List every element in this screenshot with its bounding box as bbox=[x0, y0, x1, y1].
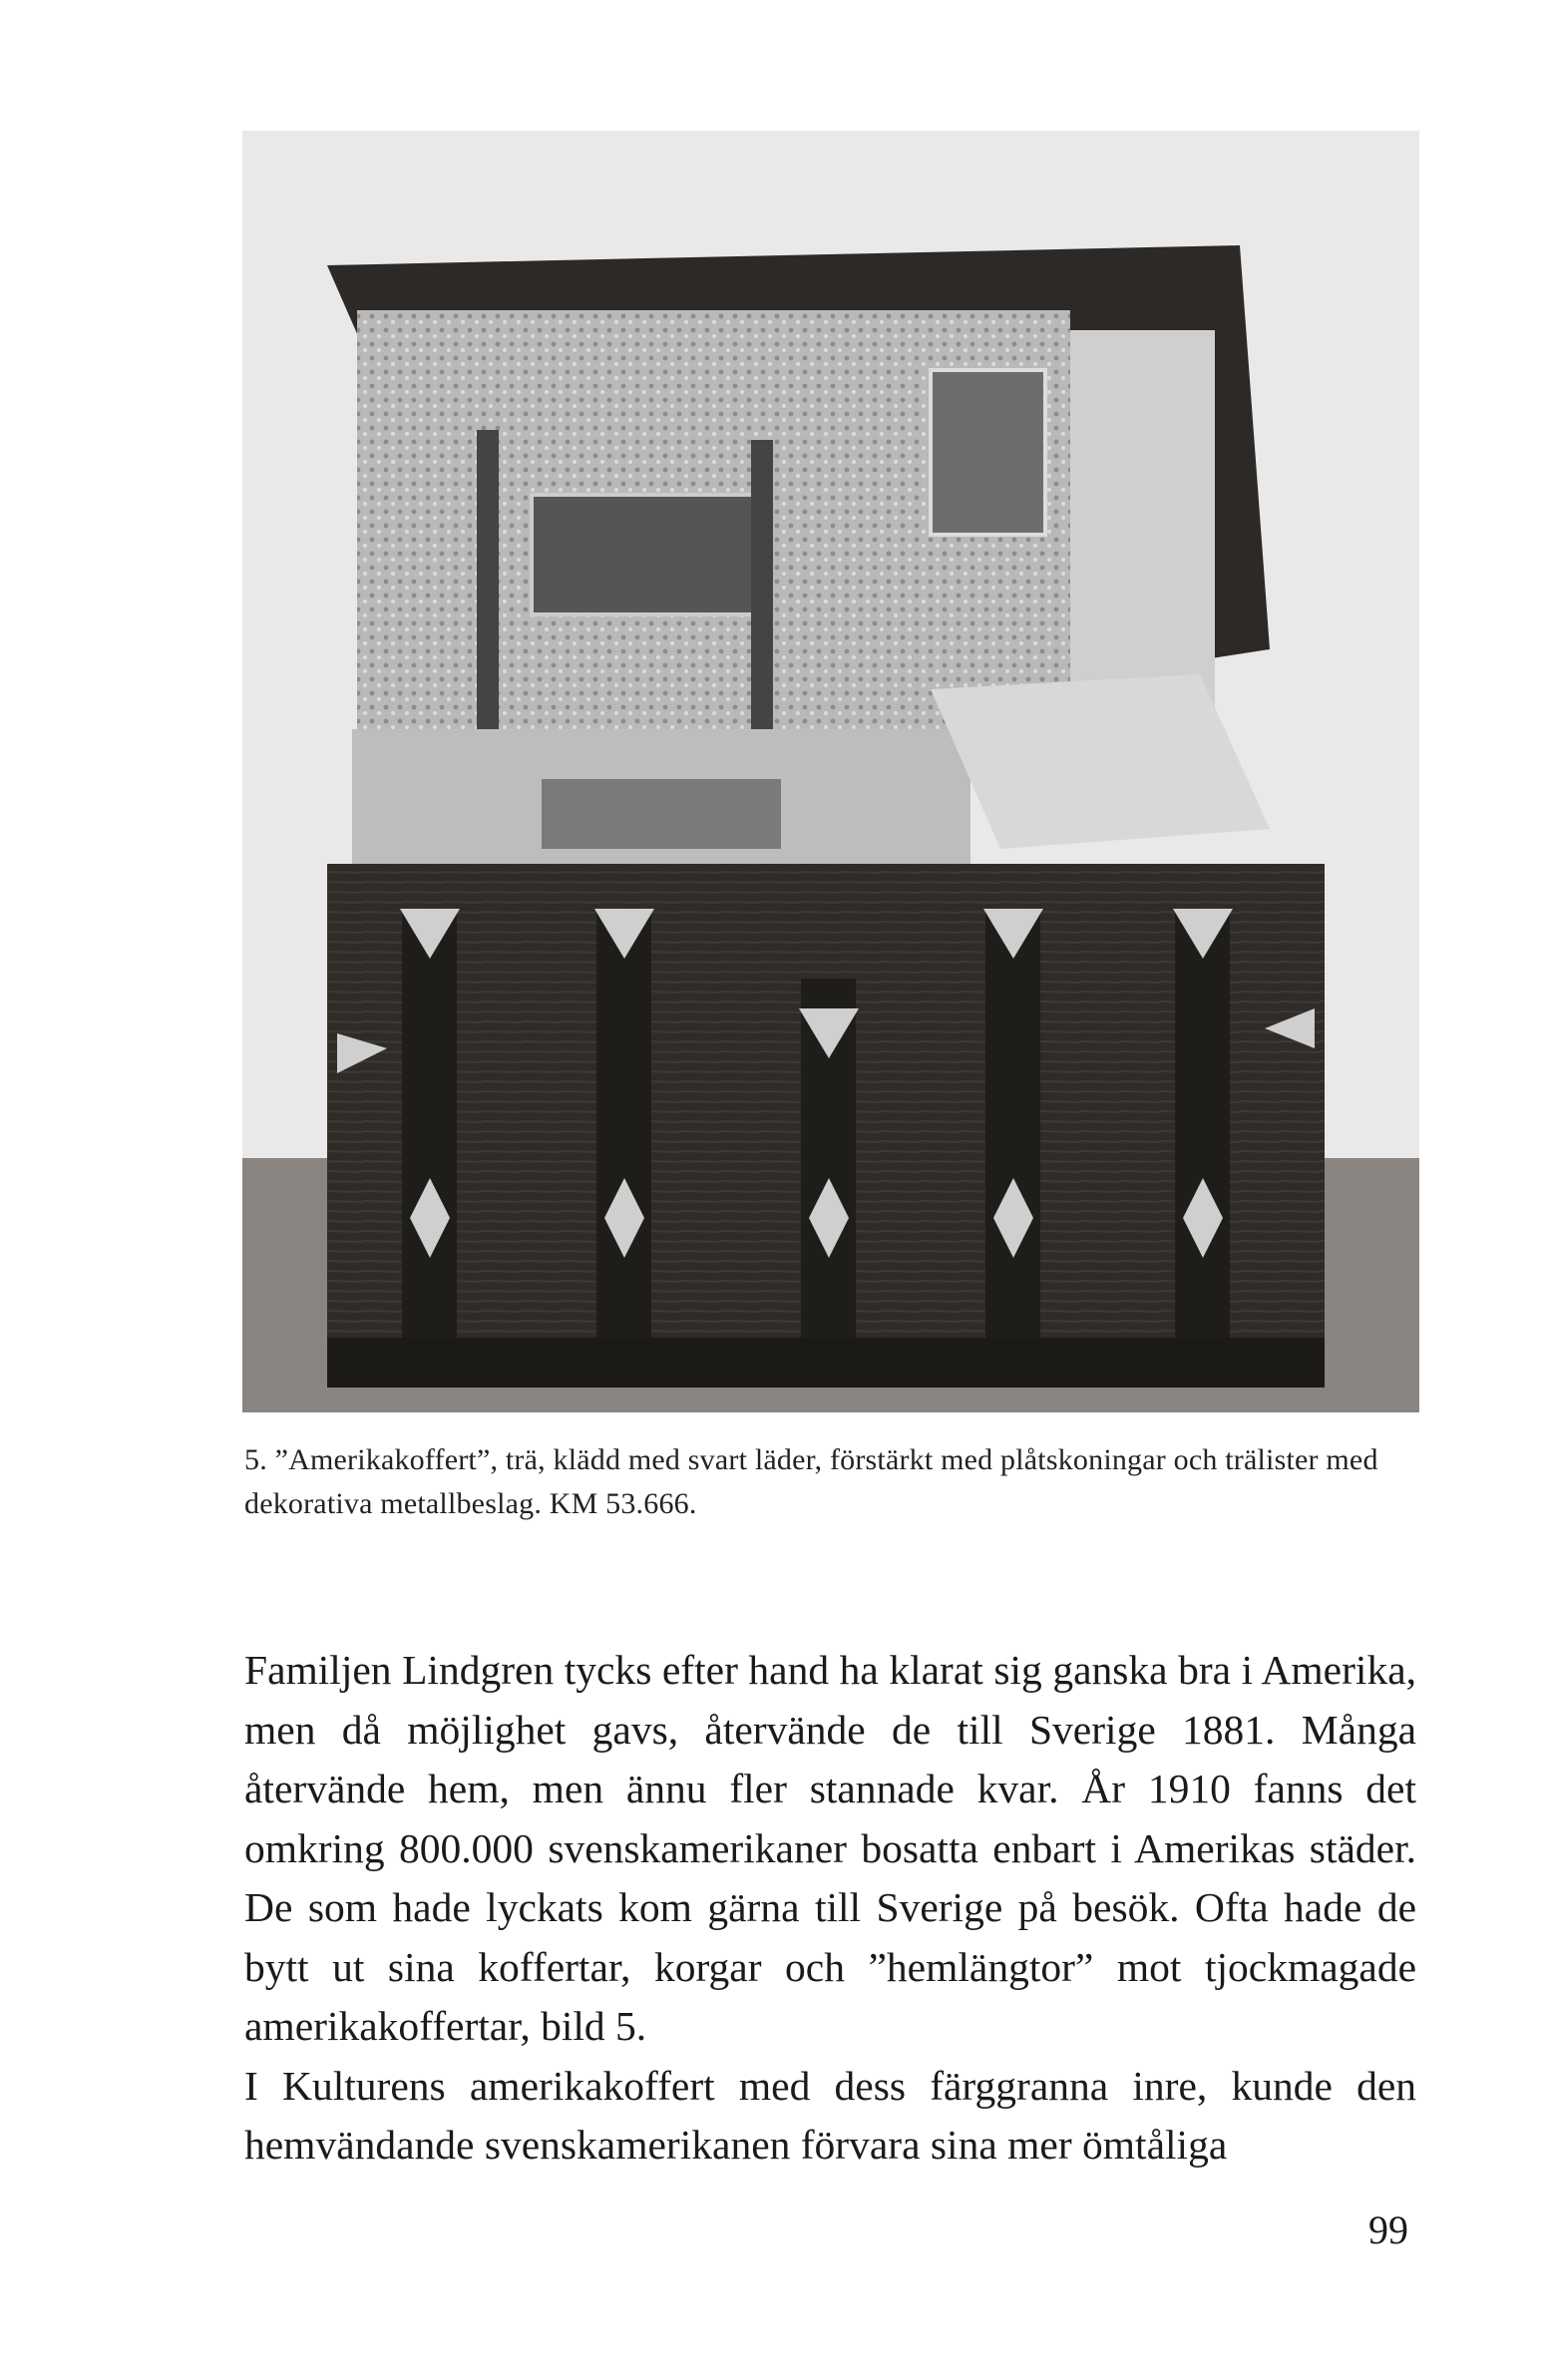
lid-picture-right bbox=[931, 370, 1045, 535]
paragraph: I Kulturens amerikakoffert med dess färggranna inre, kunde den hemvändande svenskamerikanen förvara sina mer ömtåliga bbox=[244, 2062, 1416, 2168]
figure-caption: 5. ”Amerikakoffert”, trä, klädd med svart läder, förstärkt med plåtskoningar och trälister med dekorativa metallbeslag. KM 53.666. bbox=[244, 1443, 1378, 1520]
trunk-photograph bbox=[242, 131, 1419, 1412]
lid-strap-left bbox=[477, 430, 499, 729]
paragraph: Familjen Lindgren tycks efter hand ha klarat sig ganska bra i Amerika, men då möjlighet gavs, återvände de till Sverige 1881. Många återvände hem, men ännu fler stannade kvar. År 1910 fanns det omkring 800.000 svenskamerikaner bosatta enbart i Amerikas städer. De som hade lyckats kom gärna till Sverige på besök. Ofta hade de bytt ut sina koffertar, korgar och ”hemlängtor” mot tjockmagade amerikakoffertar, bild 5. bbox=[244, 1647, 1416, 2049]
tray-compartment bbox=[542, 779, 781, 849]
trunk-base bbox=[327, 1338, 1325, 1388]
lid-side-panel bbox=[1070, 330, 1215, 709]
body-text bbox=[244, 1641, 1416, 2176]
trunk-illustration bbox=[242, 131, 1419, 1412]
lid-picture-center bbox=[532, 495, 771, 614]
lid-strap-right bbox=[751, 440, 773, 729]
page-number: 99 bbox=[1368, 2207, 1408, 2252]
